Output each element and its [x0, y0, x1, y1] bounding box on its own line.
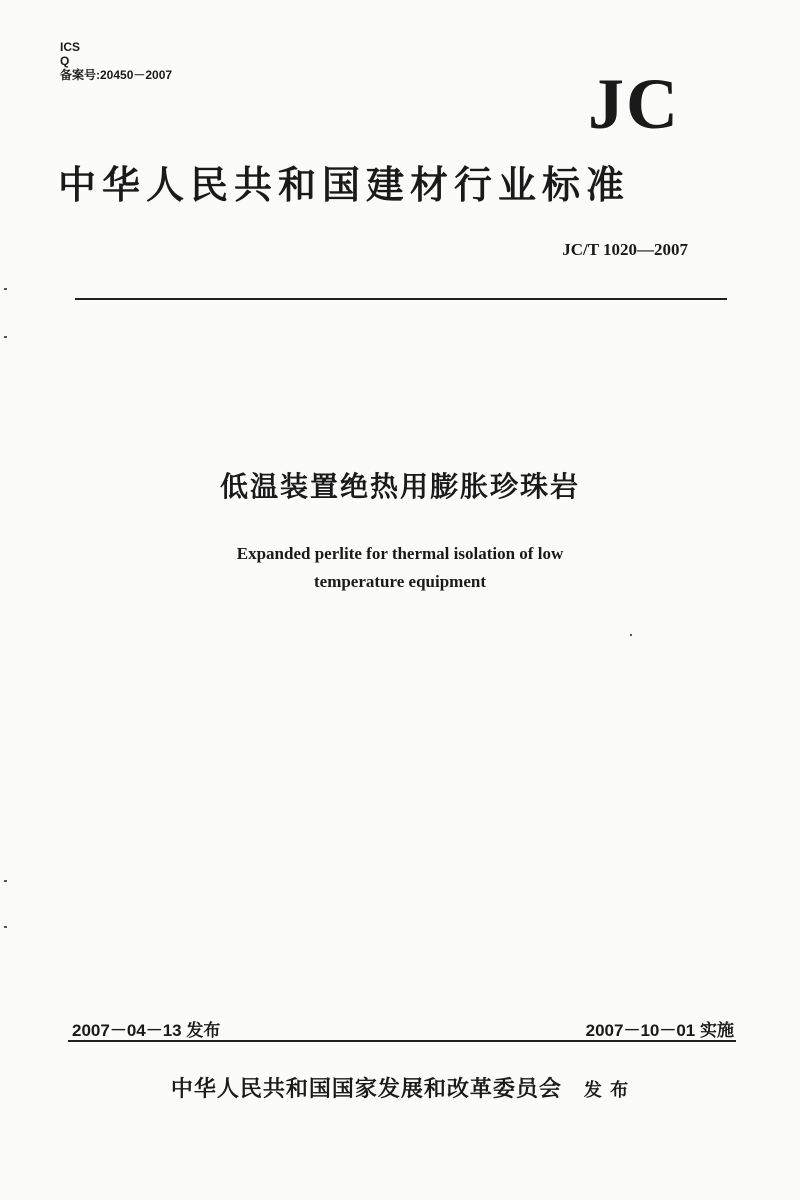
scan-mark — [4, 336, 7, 338]
publisher — [0, 1072, 800, 1103]
document-title-en-line1: Expanded perlite for thermal isolation of low — [236, 544, 564, 563]
scan-mark — [4, 288, 7, 290]
publisher-suffix: 发 布 — [583, 1080, 630, 1101]
classification-label: Q — [60, 54, 70, 68]
document-title-en-line2: temperature equipment — [313, 572, 487, 591]
implementation-date: 2007－10－01 实施 — [585, 1021, 734, 1040]
document-title-en — [0, 540, 800, 596]
scan-mark — [4, 926, 7, 928]
issue-date: 2007－04－13 发布 — [72, 1021, 221, 1040]
standard-title: 中华人民共和国建材行业标准 — [58, 163, 631, 207]
header-meta — [60, 40, 172, 82]
scan-mark — [630, 634, 632, 636]
top-divider — [75, 298, 727, 300]
standard-number: JC/T 1020—2007 — [562, 240, 688, 259]
ics-label: ICS — [60, 40, 81, 54]
bottom-divider — [68, 1040, 736, 1042]
record-number: 备案号:20450－2007 — [60, 68, 173, 82]
jc-logo: JC — [588, 64, 680, 144]
document-title-cn: 低温装置绝热用膨胀珍珠岩 — [219, 470, 580, 503]
publisher-name: 中华人民共和国国家发展和改革委员会 — [170, 1077, 562, 1102]
scan-mark — [4, 880, 7, 882]
